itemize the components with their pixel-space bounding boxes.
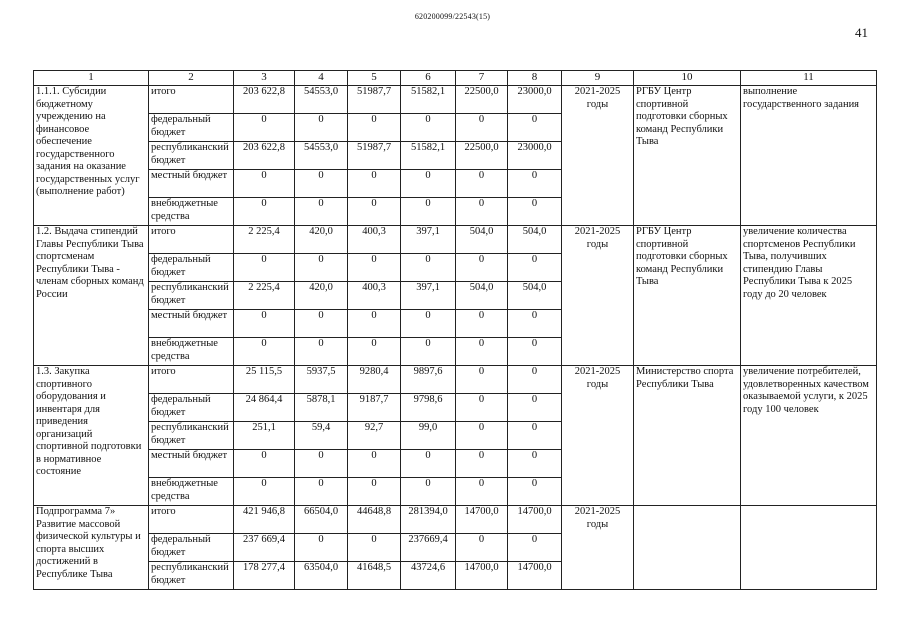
amount-cell: 400,3 [348, 226, 401, 254]
amount-cell: 0 [295, 534, 348, 562]
header-cell: 11 [741, 71, 877, 86]
measure-name-cell: 1.1.1. Субсидии бюджетному учреждению на финансовое обеспечение государственного задания на оказание государственных услуг (выполнение работ) [34, 86, 149, 226]
amount-cell: 22500,0 [456, 142, 508, 170]
amount-cell: 0 [456, 478, 508, 506]
amount-cell: 0 [456, 114, 508, 142]
amount-cell: 0 [456, 366, 508, 394]
executor-cell: Министерство спорта Республики Тыва [634, 366, 741, 506]
funding-source-cell: федеральный бюджет [149, 534, 234, 562]
amount-cell: 0 [456, 534, 508, 562]
header-cell: 10 [634, 71, 741, 86]
measure-name-cell: Подпрограмма 7» Развитие массовой физической культуры и спорта высших достижений в Республике Тыва [34, 506, 149, 590]
amount-cell: 9798,6 [401, 394, 456, 422]
table-row [34, 226, 877, 254]
amount-cell: 9280,4 [348, 366, 401, 394]
amount-cell: 54553,0 [295, 86, 348, 114]
page-number: 41 [855, 25, 868, 40]
amount-cell: 9897,6 [401, 366, 456, 394]
amount-cell: 397,1 [401, 226, 456, 254]
period-cell: 2021-2025 годы [562, 86, 634, 226]
funding-source-cell: федеральный бюджет [149, 254, 234, 282]
amount-cell: 504,0 [456, 282, 508, 310]
funding-source-cell: федеральный бюджет [149, 394, 234, 422]
amount-cell: 0 [456, 310, 508, 338]
header-cell: 2 [149, 71, 234, 86]
amount-cell: 0 [348, 534, 401, 562]
amount-cell: 0 [456, 450, 508, 478]
amount-cell: 14700,0 [508, 562, 562, 590]
amount-cell: 400,3 [348, 282, 401, 310]
expected-result-cell [741, 506, 877, 590]
amount-cell: 44648,8 [348, 506, 401, 534]
document-code: 620200099/22543(15) [414, 12, 491, 21]
amount-cell: 0 [401, 338, 456, 366]
period-cell: 2021-2025 годы [562, 226, 634, 366]
measure-name-cell: 1.3. Закупка спортивного оборудования и инвентаря для приведения организаций спортивной подготовки в нормативное состояние [34, 366, 149, 506]
amount-cell: 0 [348, 114, 401, 142]
amount-cell: 0 [456, 422, 508, 450]
funding-source-cell: республиканский бюджет [149, 282, 234, 310]
table-row [34, 86, 877, 114]
header-cell: 4 [295, 71, 348, 86]
amount-cell: 9187,7 [348, 394, 401, 422]
amount-cell: 0 [508, 310, 562, 338]
amount-cell: 59,4 [295, 422, 348, 450]
header-cell: 9 [562, 71, 634, 86]
funding-source-cell: итого [149, 86, 234, 114]
amount-cell: 25 115,5 [234, 366, 295, 394]
funding-source-cell: местный бюджет [149, 310, 234, 338]
expected-result-cell: выполнение государственного задания [741, 86, 877, 226]
header-cell: 1 [34, 71, 149, 86]
amount-cell: 54553,0 [295, 142, 348, 170]
expected-result-cell: увеличение количества спортсменов Республики Тыва, получивших стипендию Главы Республики Тыва к 2025 году до 20 человек [741, 226, 877, 366]
table-body [34, 71, 877, 590]
amount-cell: 0 [456, 198, 508, 226]
period-cell: 2021-2025 годы [562, 506, 634, 590]
funding-source-cell: республиканский бюджет [149, 562, 234, 590]
amount-cell: 0 [508, 366, 562, 394]
measure-name-cell: 1.2. Выдача стипендий Главы Республики Тыва спортсменам Республики Тыва - членам сборных команд России [34, 226, 149, 366]
funding-source-cell: итого [149, 226, 234, 254]
funding-source-cell: итого [149, 506, 234, 534]
amount-cell: 0 [508, 394, 562, 422]
amount-cell: 63504,0 [295, 562, 348, 590]
amount-cell: 420,0 [295, 226, 348, 254]
amount-cell: 203 622,8 [234, 86, 295, 114]
amount-cell: 22500,0 [456, 86, 508, 114]
amount-cell: 0 [508, 338, 562, 366]
amount-cell: 99,0 [401, 422, 456, 450]
header-cell: 7 [456, 71, 508, 86]
amount-cell: 504,0 [456, 226, 508, 254]
expected-result-cell: увеличение потребителей, удовлетворенных качеством оказываемой услуги, к 2025 году 100 человек [741, 366, 877, 506]
amount-cell: 0 [234, 114, 295, 142]
amount-cell: 14700,0 [508, 506, 562, 534]
amount-cell: 51987,7 [348, 86, 401, 114]
header-cell: 6 [401, 71, 456, 86]
amount-cell: 0 [401, 198, 456, 226]
amount-cell: 0 [348, 170, 401, 198]
amount-cell: 14700,0 [456, 562, 508, 590]
funding-source-cell: федеральный бюджет [149, 114, 234, 142]
amount-cell: 237669,4 [401, 534, 456, 562]
funding-source-cell: республиканский бюджет [149, 142, 234, 170]
amount-cell: 0 [234, 254, 295, 282]
funding-source-cell: внебюджетные средства [149, 478, 234, 506]
amount-cell: 0 [508, 254, 562, 282]
amount-cell: 0 [234, 310, 295, 338]
funding-source-cell: местный бюджет [149, 170, 234, 198]
executor-cell: РГБУ Центр спортивной подготовки сборных команд Республики Тыва [634, 86, 741, 226]
executor-cell [634, 506, 741, 590]
amount-cell: 0 [456, 338, 508, 366]
amount-cell: 0 [348, 450, 401, 478]
funding-source-cell: республиканский бюджет [149, 422, 234, 450]
amount-cell: 0 [508, 170, 562, 198]
amount-cell: 0 [295, 310, 348, 338]
amount-cell: 0 [508, 478, 562, 506]
amount-cell: 0 [295, 338, 348, 366]
amount-cell: 0 [456, 254, 508, 282]
amount-cell: 504,0 [508, 226, 562, 254]
amount-cell: 0 [456, 170, 508, 198]
amount-cell: 0 [295, 254, 348, 282]
amount-cell: 0 [295, 450, 348, 478]
funding-source-cell: внебюджетные средства [149, 338, 234, 366]
program-table [33, 70, 877, 590]
amount-cell: 0 [348, 310, 401, 338]
amount-cell: 251,1 [234, 422, 295, 450]
amount-cell: 14700,0 [456, 506, 508, 534]
header-cell: 5 [348, 71, 401, 86]
amount-cell: 0 [348, 198, 401, 226]
amount-cell: 51582,1 [401, 142, 456, 170]
amount-cell: 0 [508, 114, 562, 142]
funding-source-cell: итого [149, 366, 234, 394]
amount-cell: 203 622,8 [234, 142, 295, 170]
header-cell: 8 [508, 71, 562, 86]
amount-cell: 0 [295, 114, 348, 142]
amount-cell: 92,7 [348, 422, 401, 450]
amount-cell: 420,0 [295, 282, 348, 310]
amount-cell: 43724,6 [401, 562, 456, 590]
amount-cell: 0 [234, 450, 295, 478]
amount-cell: 281394,0 [401, 506, 456, 534]
amount-cell: 66504,0 [295, 506, 348, 534]
amount-cell: 2 225,4 [234, 282, 295, 310]
amount-cell: 0 [508, 422, 562, 450]
amount-cell: 0 [508, 534, 562, 562]
amount-cell: 5878,1 [295, 394, 348, 422]
amount-cell: 397,1 [401, 282, 456, 310]
amount-cell: 51582,1 [401, 86, 456, 114]
amount-cell: 5937,5 [295, 366, 348, 394]
amount-cell: 0 [348, 338, 401, 366]
amount-cell: 0 [508, 198, 562, 226]
amount-cell: 0 [234, 170, 295, 198]
header-cell: 3 [234, 71, 295, 86]
amount-cell: 421 946,8 [234, 506, 295, 534]
amount-cell: 504,0 [508, 282, 562, 310]
amount-cell: 23000,0 [508, 142, 562, 170]
amount-cell: 0 [348, 254, 401, 282]
amount-cell: 0 [234, 338, 295, 366]
amount-cell: 0 [234, 198, 295, 226]
table-row [34, 366, 877, 394]
period-cell: 2021-2025 годы [562, 366, 634, 506]
funding-source-cell: местный бюджет [149, 450, 234, 478]
amount-cell: 41648,5 [348, 562, 401, 590]
amount-cell: 51987,7 [348, 142, 401, 170]
amount-cell: 23000,0 [508, 86, 562, 114]
executor-cell: РГБУ Центр спортивной подготовки сборных команд Республики Тыва [634, 226, 741, 366]
amount-cell: 0 [401, 254, 456, 282]
amount-cell: 0 [295, 478, 348, 506]
amount-cell: 0 [401, 170, 456, 198]
amount-cell: 0 [456, 394, 508, 422]
table-row [34, 506, 877, 534]
amount-cell: 0 [295, 170, 348, 198]
amount-cell: 0 [348, 478, 401, 506]
amount-cell: 0 [508, 450, 562, 478]
amount-cell: 178 277,4 [234, 562, 295, 590]
amount-cell: 0 [234, 478, 295, 506]
amount-cell: 0 [401, 478, 456, 506]
header-row [34, 71, 877, 86]
amount-cell: 0 [401, 450, 456, 478]
amount-cell: 0 [401, 310, 456, 338]
amount-cell: 2 225,4 [234, 226, 295, 254]
amount-cell: 0 [295, 198, 348, 226]
amount-cell: 24 864,4 [234, 394, 295, 422]
funding-source-cell: внебюджетные средства [149, 198, 234, 226]
amount-cell: 237 669,4 [234, 534, 295, 562]
amount-cell: 0 [401, 114, 456, 142]
